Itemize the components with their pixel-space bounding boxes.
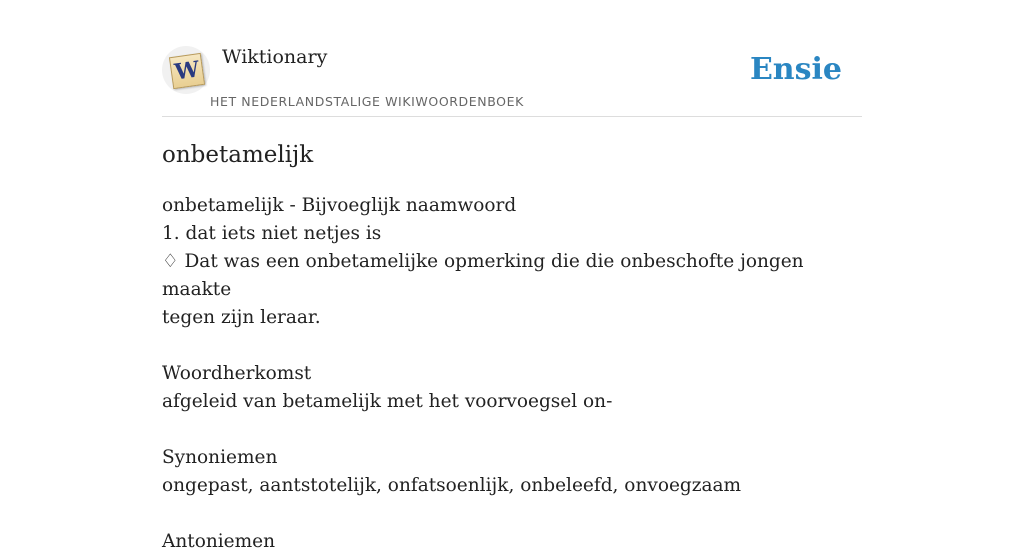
etymology-heading: Woordherkomst bbox=[162, 363, 312, 384]
site-name[interactable]: Wiktionary bbox=[222, 46, 328, 68]
example-line-2: tegen zijn leraar. bbox=[162, 307, 321, 328]
spacer bbox=[162, 416, 862, 444]
spacer bbox=[162, 500, 862, 528]
wiktionary-logo[interactable] bbox=[162, 46, 210, 94]
etymology-text: afgeleid van betamelijk met het voorvoegsel on- bbox=[162, 391, 613, 412]
definition: 1. dat iets niet netjes is bbox=[162, 223, 382, 244]
header bbox=[162, 0, 862, 117]
antonyms-heading: Antoniemen bbox=[162, 531, 276, 552]
synonyms-text: ongepast, aantstotelijk, onfatsoenlijk, onbeleefd, onvoegzaam bbox=[162, 475, 742, 496]
entry-heading: onbetamelijk - Bijvoeglijk naamwoord bbox=[162, 195, 517, 216]
page-title: onbetamelijk bbox=[162, 142, 314, 168]
spacer bbox=[162, 332, 862, 360]
ensie-brand-logo[interactable]: Ensie bbox=[749, 52, 842, 87]
synonyms-heading: Synoniemen bbox=[162, 447, 278, 468]
site-tagline: HET NEDERLANDSTALIGE WIKIWOORDENBOEK bbox=[210, 94, 524, 109]
example-line-1: ♢ Dat was een onbetamelijke opmerking die die onbeschofte jongen maakte bbox=[162, 251, 804, 300]
w-tile-icon: W bbox=[169, 53, 205, 89]
entry-body bbox=[162, 192, 862, 556]
main-content bbox=[162, 140, 862, 556]
